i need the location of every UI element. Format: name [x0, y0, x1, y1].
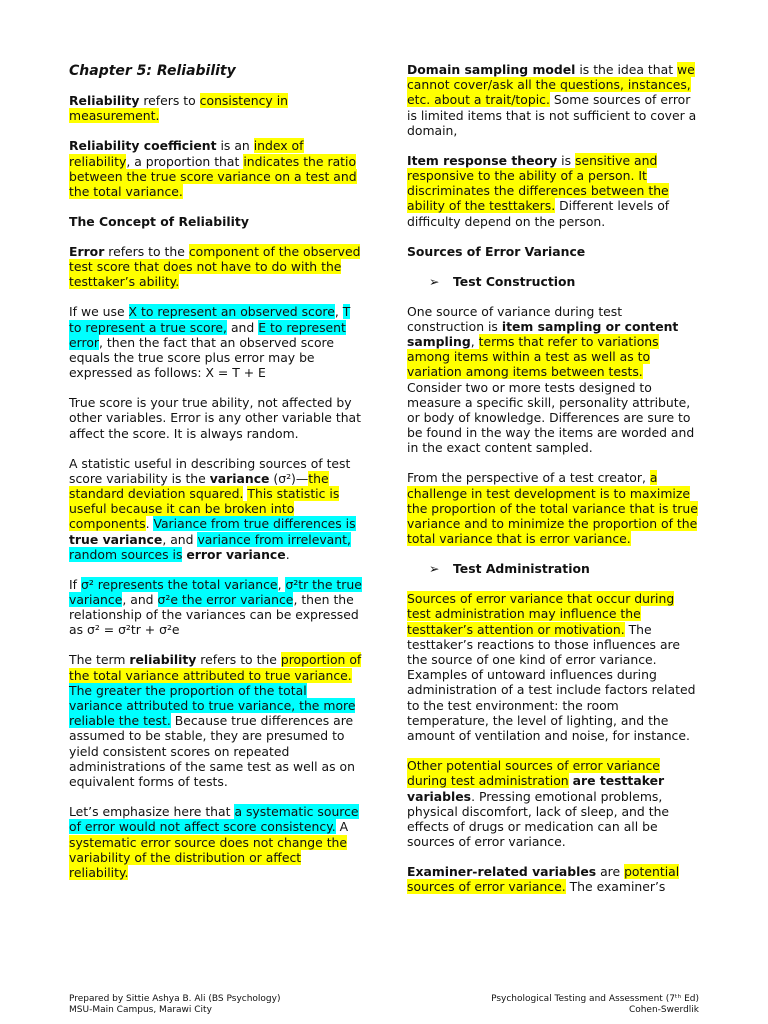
highlight: the standard deviation squared.	[69, 470, 329, 502]
highlight: potential sources of error variance.	[407, 864, 680, 895]
text: is the idea that	[575, 62, 678, 77]
text: From the perspective of a test creator,	[407, 470, 650, 486]
text: refers to the	[104, 244, 189, 260]
text: , then the fact that an observed score equals the true score plus error may be expressed as follows: X = T + E	[69, 334, 334, 381]
highlight-cyan: E to represent error	[69, 319, 346, 350]
text: The examiner’s	[565, 879, 666, 895]
paragraph	[407, 591, 699, 743]
highlight: a challenge in test development is to maximize the proportion of the total variance that is true variance and to minimize the proportion of the total variance that is error variance.	[407, 470, 698, 547]
paragraph	[407, 62, 699, 138]
highlight-cyan: X to represent an observed score	[128, 304, 335, 320]
term: Reliability coefficient	[69, 138, 217, 154]
highlight-cyan: σ²tr the true variance	[69, 576, 362, 608]
text: The testtaker’s reactions to those influences are the source of one kind of error variance. Examples of untoward influences during administration of a test include factors related to the test environment: the room temperature, the level of lighting, and the amount of ventilation and noise, for instance.	[407, 621, 696, 744]
arrow-bullet-icon: ➢	[429, 273, 440, 289]
highlight-cyan: variance from irrelevant, random sources is	[69, 531, 351, 562]
chapter-title: Chapter 5: Reliability	[69, 63, 236, 79]
section-heading	[69, 214, 363, 229]
footer-author: Prepared by Sittie Ashya B. Ali (BS Psychology)	[69, 994, 281, 1004]
bullet-text: Test Administration	[453, 561, 590, 577]
text: refers to	[139, 93, 200, 109]
highlight: component of the observed test score that does not have to do with the testtaker’s ability.	[69, 244, 361, 290]
highlight-cyan: a systematic source of error would not affect score consistency.	[69, 804, 359, 835]
highlight-cyan: σ²e the error variance	[157, 592, 294, 608]
paragraph	[407, 864, 699, 894]
highlight-cyan: σ² represents the total variance	[80, 576, 278, 592]
paragraph	[69, 652, 363, 789]
text: is an	[216, 138, 254, 154]
text: Different levels of difficulty depend on the person.	[407, 198, 670, 229]
highlight: indicates the ratio between the true score variance on a test and the total variance.	[69, 153, 357, 200]
term: Reliability	[69, 93, 140, 109]
term: Domain sampling model	[407, 62, 576, 77]
paragraph	[69, 93, 363, 123]
term: Error	[69, 244, 105, 260]
footer-left	[69, 994, 363, 1016]
text: . Pressing emotional problems, physical discomfort, lack of sleep, and the effects of drugs or medication can all be sources of error variance.	[407, 788, 670, 850]
paragraph	[407, 304, 699, 456]
text: are	[596, 864, 625, 880]
text: .	[285, 546, 290, 562]
text: , and	[162, 531, 198, 547]
section-heading	[407, 244, 699, 259]
text: Some sources of error is limited items that is not sufficient to cover a domain,	[407, 92, 697, 138]
text: A statistic useful in describing sources of test score variability is the	[69, 455, 351, 486]
arrow-bullet-icon: ➢	[429, 561, 440, 577]
term: variance	[209, 470, 270, 486]
footer-right	[407, 994, 699, 1016]
paragraph	[69, 804, 363, 880]
heading-text: Sources of Error Variance	[407, 243, 586, 259]
footer-book: Psychological Testing and Assessment (7ᵗʰ Ed)	[491, 994, 699, 1004]
text: One source of variance during test construction is	[407, 303, 623, 334]
term: item sampling or content sampling	[407, 318, 679, 350]
highlight: consistency in measurement.	[69, 93, 288, 124]
text: Let’s emphasize here that	[69, 804, 235, 820]
term: true variance	[69, 531, 163, 547]
text: If	[69, 576, 81, 592]
highlight: Sources of error variance that occur during test administration may influence the testtaker’s attention or motivation.	[407, 591, 675, 637]
term: reliability	[129, 652, 197, 668]
paragraph	[69, 138, 363, 199]
highlight-cyan: T to represent a true score,	[69, 304, 351, 335]
highlight: terms that refer to variations among items within a test as well as to variation among items between tests.	[407, 334, 659, 380]
text: If we use	[69, 304, 129, 320]
text: , and	[122, 592, 158, 608]
text: ,	[470, 334, 479, 350]
left-column	[69, 62, 363, 895]
term: Examiner-related variables	[407, 864, 597, 880]
right-column	[407, 62, 699, 909]
paragraph	[407, 470, 699, 546]
text: Because true differences are assumed to be stable, they are presumed to yield consistent scores on repeated administrations of the same test as well as on equivalent forms of tests.	[69, 713, 355, 790]
paragraph	[407, 153, 699, 229]
highlight: we cannot cover/ask all the questions, instances, etc. about a trait/topic.	[407, 62, 695, 108]
bullet-heading	[407, 274, 699, 289]
text: ,	[334, 304, 343, 320]
term: are testtaker variables	[407, 773, 665, 804]
paragraph	[69, 304, 363, 380]
footer-campus: MSU-Main Campus, Marawi City	[69, 1005, 212, 1015]
text: ,	[277, 576, 286, 592]
footer-authors: Cohen-Swerdlik	[628, 1005, 699, 1015]
text: , a proportion that	[126, 153, 244, 169]
bullet-heading	[407, 561, 699, 576]
text: A	[335, 819, 349, 835]
text: Consider two or more tests designed to measure a specific skill, personality attribute, or body of knowledge. Differences are sure to be found in the way the items are worded and in the exact content sampled.	[407, 379, 695, 456]
text: , then the relationship of the variances can be expressed as σ² = σ²tr + σ²e	[69, 592, 359, 638]
term: error variance	[186, 546, 286, 562]
highlight: sensitive and responsive to the ability of a person. It discriminates the differences between the ability of the testtakers.	[407, 152, 669, 214]
paragraph	[69, 244, 363, 290]
text: .	[145, 516, 154, 532]
highlight: This statistic is useful because it can be broken into components	[69, 486, 340, 532]
text: The term	[69, 652, 130, 668]
highlight: proportion of the total variance attributed to true variance.	[69, 652, 362, 683]
paragraph: True score is your true ability, not affected by other variables. Error is any other variable that affect the score. It is always random.	[69, 395, 361, 441]
highlight-cyan: The greater the proportion of the total variance attributed to true variance, the more reliable the test.	[69, 682, 356, 729]
highlight-cyan: Variance from true differences is	[153, 516, 356, 532]
highlight: systematic error source does not change the variability of the distribution or affect reliability.	[69, 834, 348, 880]
paragraph	[69, 456, 363, 562]
paragraph	[407, 758, 699, 849]
paragraph	[69, 577, 363, 638]
highlight: Other potential sources of error variance during test administration	[407, 758, 660, 789]
term: Item response theory	[407, 152, 558, 168]
text: refers to the	[196, 652, 281, 668]
highlight: index of reliability	[69, 138, 304, 169]
text: and	[227, 319, 259, 335]
heading-text: The Concept of Reliability	[69, 214, 249, 230]
text: is	[557, 152, 575, 168]
bullet-text: Test Construction	[453, 273, 576, 289]
text: (σ²)—	[269, 470, 309, 486]
